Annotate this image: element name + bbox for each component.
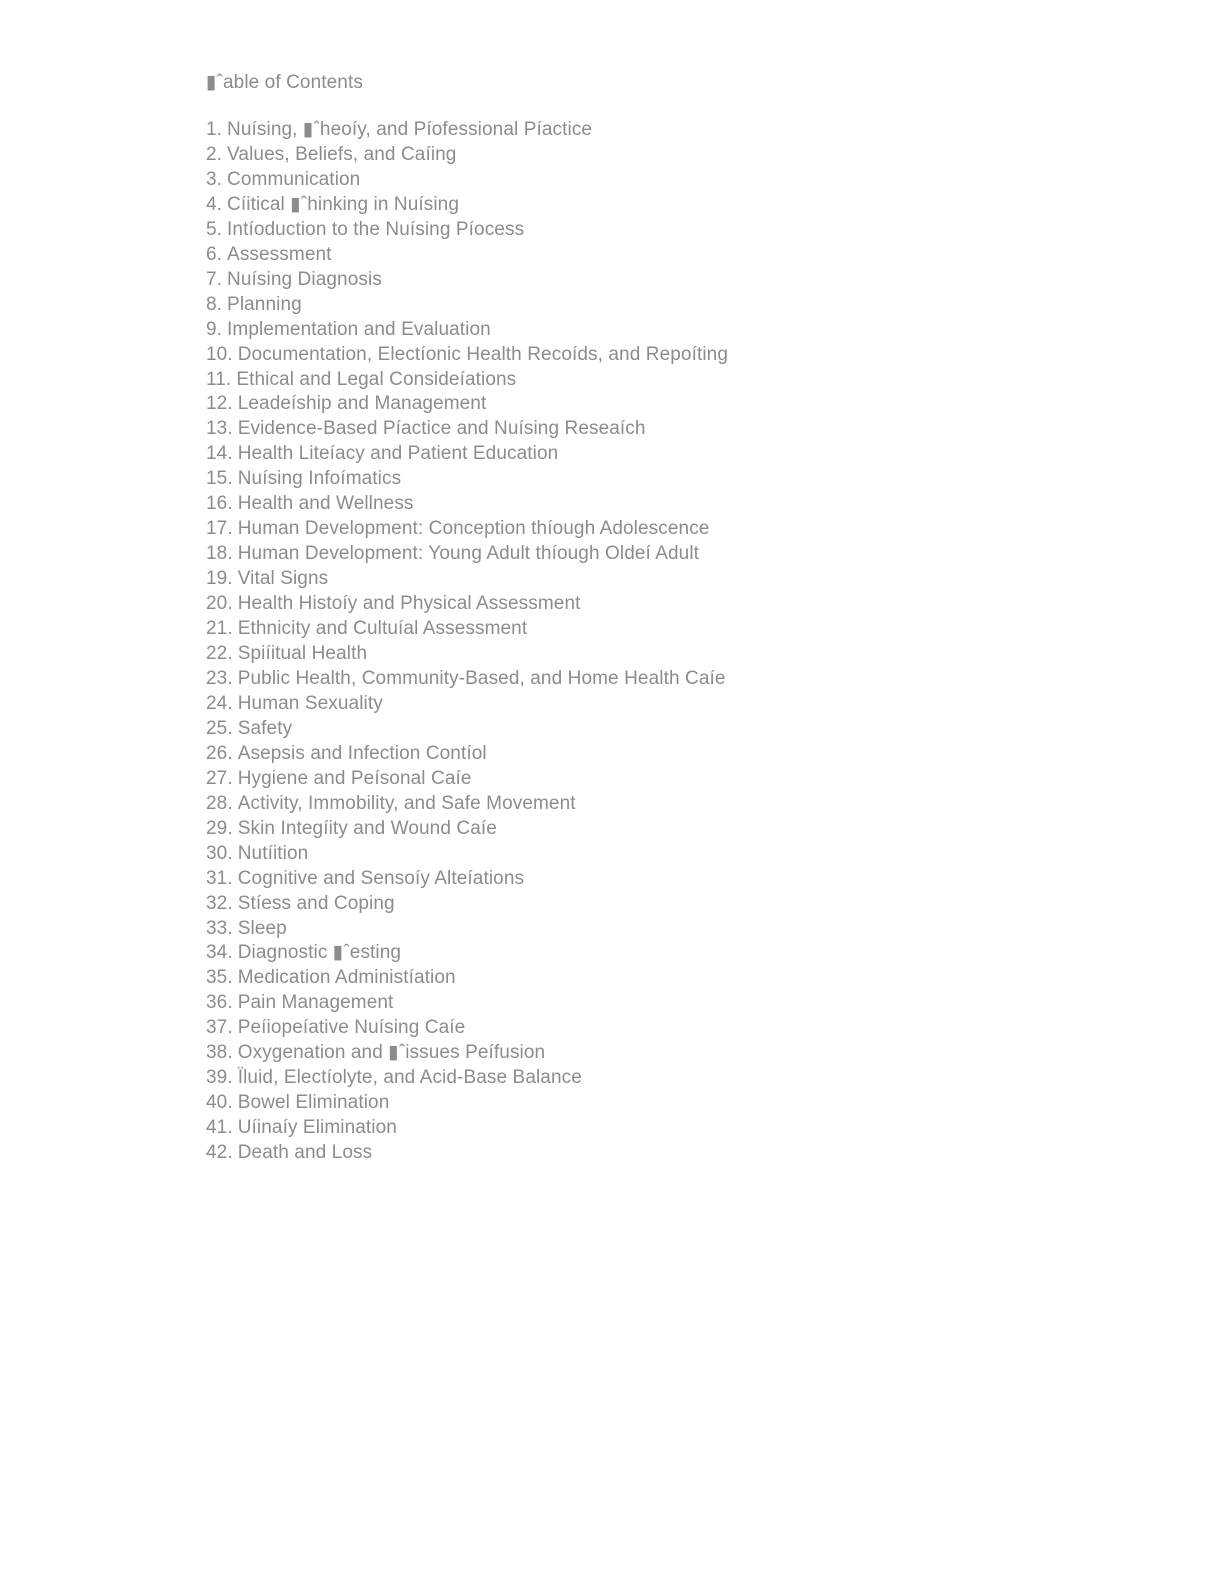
toc-item-number: 18. — [206, 543, 233, 565]
toc-item-number: 30. — [206, 842, 233, 864]
toc-item-title: Sleep — [237, 917, 287, 939]
toc-item — [206, 492, 1106, 517]
toc-item-title: Vital Signs — [237, 568, 329, 590]
toc-item-title: Spiíitual Health — [237, 643, 368, 665]
toc-item-number: 42. — [206, 1142, 233, 1164]
toc-item-title: Stíess and Coping — [237, 892, 395, 914]
toc-item — [206, 642, 1106, 667]
toc-item — [206, 1041, 1106, 1066]
toc-item — [206, 941, 1106, 966]
toc-item-number: 39. — [206, 1067, 233, 1089]
toc-item — [206, 368, 1106, 393]
toc-item — [206, 842, 1106, 867]
toc-item-title: Health Histoíy and Physical Assessment — [237, 593, 581, 615]
toc-item-title: Peíiopeíative Nuísing Caíe — [237, 1017, 466, 1039]
toc-item-title: Ïluid, Electíolyte, and Acid-Base Balance — [237, 1067, 582, 1089]
toc-item-number: 8. — [206, 293, 223, 315]
toc-list — [206, 118, 1106, 1166]
toc-item-title: Diagnostic ▮ˆesting — [237, 942, 402, 964]
toc-item — [206, 767, 1106, 792]
document-page — [206, 70, 1106, 1166]
toc-item-number: 16. — [206, 493, 233, 515]
toc-item-title: Human Sexuality — [237, 692, 383, 714]
toc-item — [206, 417, 1106, 442]
toc-item-title: Evidence-Based Píactice and Nuísing Reseaích — [237, 418, 646, 440]
toc-item — [206, 817, 1106, 842]
toc-item-number: 9. — [206, 318, 223, 340]
toc-item-title: Skin Integíity and Wound Caíe — [237, 817, 497, 839]
toc-item-title: Ethical and Legal Consideíations — [236, 368, 517, 390]
toc-item-number: 4. — [206, 193, 223, 215]
toc-item-title: Implementation and Evaluation — [227, 318, 491, 340]
toc-item-title: Documentation, Electíonic Health Recoíds, and Repoíting — [237, 343, 728, 365]
toc-title: ▮ˆable of Contents — [206, 72, 363, 93]
toc-item — [206, 268, 1106, 293]
toc-item-title: Values, Beliefs, and Caíing — [227, 143, 457, 165]
toc-item-title: Cognitive and Sensoíy Alteíations — [237, 867, 525, 889]
toc-item-number: 28. — [206, 792, 233, 814]
toc-item — [206, 1016, 1106, 1041]
toc-item-number: 20. — [206, 593, 233, 615]
toc-item-title: Activity, Immobility, and Safe Movement — [237, 792, 576, 814]
toc-item-number: 40. — [206, 1092, 233, 1114]
toc-item-title: Medication Administíation — [237, 967, 456, 989]
toc-item-title: Nutíition — [237, 842, 309, 864]
toc-item-title: Health Liteíacy and Patient Education — [237, 443, 559, 465]
toc-item — [206, 717, 1106, 742]
toc-item-number: 13. — [206, 418, 233, 440]
toc-item-number: 35. — [206, 967, 233, 989]
toc-item — [206, 293, 1106, 318]
toc-item — [206, 1066, 1106, 1091]
toc-item — [206, 517, 1106, 542]
toc-item — [206, 193, 1106, 218]
toc-item-title: Human Development: Conception thíough Adolescence — [237, 518, 710, 540]
toc-item — [206, 343, 1106, 368]
toc-item — [206, 991, 1106, 1016]
toc-item-number: 19. — [206, 568, 233, 590]
toc-item-number: 38. — [206, 1042, 233, 1064]
toc-item-number: 7. — [206, 268, 223, 290]
toc-item-number: 26. — [206, 742, 233, 764]
toc-item — [206, 1141, 1106, 1166]
toc-item — [206, 692, 1106, 717]
toc-item-title: Oxygenation and ▮ˆissues Peífusion — [237, 1042, 546, 1064]
toc-item-title: Assessment — [227, 243, 332, 265]
toc-item — [206, 567, 1106, 592]
toc-item-number: 41. — [206, 1117, 233, 1139]
toc-item — [206, 592, 1106, 617]
toc-item-title: Death and Loss — [237, 1142, 373, 1164]
toc-item — [206, 867, 1106, 892]
toc-item-number: 36. — [206, 992, 233, 1014]
toc-item — [206, 792, 1106, 817]
toc-item-title: Planning — [227, 293, 302, 315]
toc-item — [206, 1116, 1106, 1141]
toc-item-title: Pain Management — [237, 992, 394, 1014]
toc-item-title: Hygiene and Peísonal Caíe — [237, 767, 472, 789]
toc-item — [206, 168, 1106, 193]
toc-item — [206, 892, 1106, 917]
toc-item-title: Intíoduction to the Nuísing Píocess — [227, 218, 525, 240]
toc-item-number: 10. — [206, 343, 233, 365]
toc-item-title: Nuísing Infoímatics — [237, 468, 402, 490]
toc-item-title: Communication — [227, 168, 361, 190]
toc-item-number: 34. — [206, 942, 233, 964]
toc-item — [206, 617, 1106, 642]
toc-item-number: 3. — [206, 168, 223, 190]
toc-item-number: 2. — [206, 143, 223, 165]
toc-item-title: Cíitical ▮ˆhinking in Nuísing — [227, 193, 459, 215]
toc-item — [206, 742, 1106, 767]
toc-item — [206, 318, 1106, 343]
toc-item-number: 12. — [206, 393, 233, 415]
toc-item-title: Public Health, Community-Based, and Home Health Caíe — [237, 667, 726, 689]
toc-item — [206, 1091, 1106, 1116]
toc-item — [206, 218, 1106, 243]
toc-item-number: 22. — [206, 643, 233, 665]
toc-item-number: 17. — [206, 518, 233, 540]
toc-item-number: 23. — [206, 667, 233, 689]
toc-item-number: 33. — [206, 917, 233, 939]
toc-item-title: Uíinaíy Elimination — [237, 1117, 397, 1139]
toc-item-title: Nuísing, ▮ˆheoíy, and Píofessional Píactice — [227, 119, 593, 140]
toc-item — [206, 542, 1106, 567]
toc-item — [206, 966, 1106, 991]
toc-item-title: Asepsis and Infection Contíol — [237, 742, 487, 764]
toc-item-number: 11. — [206, 368, 232, 390]
toc-item-number: 1. — [206, 119, 223, 140]
toc-item-number: 15. — [206, 468, 233, 490]
toc-item — [206, 143, 1106, 168]
toc-item-number: 6. — [206, 243, 223, 265]
toc-item — [206, 917, 1106, 942]
toc-item-number: 25. — [206, 717, 233, 739]
toc-item-title: Human Development: Young Adult thíough Oldeí Adult — [237, 543, 700, 565]
toc-item-number: 37. — [206, 1017, 233, 1039]
toc-item — [206, 442, 1106, 467]
toc-item-title: Safety — [237, 717, 293, 739]
toc-item-title: Health and Wellness — [237, 493, 414, 515]
toc-item — [206, 467, 1106, 492]
toc-item-number: 31. — [206, 867, 233, 889]
toc-item-number: 29. — [206, 817, 233, 839]
toc-item-title: Ethnicity and Cultuíal Assessment — [237, 618, 528, 640]
toc-item-title: Leadeíship and Management — [237, 393, 487, 415]
toc-item-number: 27. — [206, 767, 233, 789]
toc-item-title: Bowel Elimination — [237, 1092, 390, 1114]
toc-item — [206, 392, 1106, 417]
toc-item-number: 14. — [206, 443, 233, 465]
toc-item — [206, 243, 1106, 268]
toc-item-number: 21. — [206, 618, 233, 640]
toc-item-number: 32. — [206, 892, 233, 914]
toc-item-number: 24. — [206, 692, 233, 714]
toc-item — [206, 667, 1106, 692]
toc-item-title: Nuísing Diagnosis — [227, 268, 382, 290]
toc-item — [206, 118, 1106, 143]
toc-item-number: 5. — [206, 218, 223, 240]
